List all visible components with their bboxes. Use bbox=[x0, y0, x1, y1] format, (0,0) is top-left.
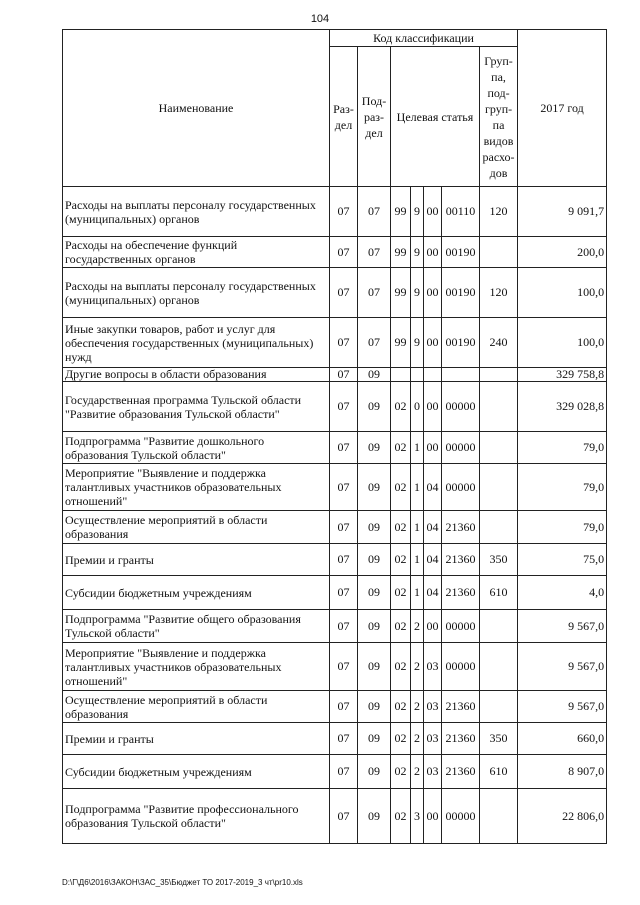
row-amount: 79,0 bbox=[518, 464, 607, 511]
row-cs3: 00 bbox=[424, 237, 442, 268]
row-pr: 09 bbox=[358, 576, 391, 610]
row-cs3: 04 bbox=[424, 511, 442, 544]
row-pr: 09 bbox=[358, 464, 391, 511]
row-pr: 07 bbox=[358, 187, 391, 237]
row-cs1: 99 bbox=[391, 187, 411, 237]
row-pr: 07 bbox=[358, 268, 391, 318]
row-amount: 100,0 bbox=[518, 268, 607, 318]
row-cs4: 00110 bbox=[442, 187, 480, 237]
row-cs1: 02 bbox=[391, 382, 411, 432]
row-rz: 07 bbox=[330, 789, 358, 844]
row-pr: 09 bbox=[358, 432, 391, 464]
row-cs2 bbox=[411, 368, 424, 382]
row-cs4: 21360 bbox=[442, 511, 480, 544]
row-rz: 07 bbox=[330, 755, 358, 789]
table-row bbox=[63, 723, 607, 755]
row-vr bbox=[480, 432, 518, 464]
table-body bbox=[63, 187, 607, 844]
row-name: Осуществление мероприятий в области образования bbox=[63, 511, 330, 544]
budget-table bbox=[62, 29, 607, 844]
row-cs4 bbox=[442, 368, 480, 382]
row-amount: 22 806,0 bbox=[518, 789, 607, 844]
row-name: Подпрограмма "Развитие общего образования Тульской области" bbox=[63, 610, 330, 643]
row-name: Премии и гранты bbox=[63, 723, 330, 755]
table-row bbox=[63, 237, 607, 268]
row-cs3: 00 bbox=[424, 318, 442, 368]
row-rz: 07 bbox=[330, 544, 358, 576]
table-row bbox=[63, 464, 607, 511]
header-group: Груп- па, под- груп- па видов расхо- дов bbox=[480, 47, 518, 187]
row-vr: 240 bbox=[480, 318, 518, 368]
row-vr: 350 bbox=[480, 723, 518, 755]
row-cs4: 00000 bbox=[442, 464, 480, 511]
row-cs3 bbox=[424, 368, 442, 382]
row-pr: 09 bbox=[358, 755, 391, 789]
row-amount: 329 758,8 bbox=[518, 368, 607, 382]
row-cs2: 1 bbox=[411, 511, 424, 544]
row-cs3: 04 bbox=[424, 464, 442, 511]
row-vr: 610 bbox=[480, 755, 518, 789]
row-amount: 329 028,8 bbox=[518, 382, 607, 432]
page-number: 104 bbox=[310, 13, 330, 25]
row-vr bbox=[480, 691, 518, 723]
row-cs1: 99 bbox=[391, 237, 411, 268]
row-cs2: 2 bbox=[411, 755, 424, 789]
row-pr: 09 bbox=[358, 691, 391, 723]
table-row bbox=[63, 187, 607, 237]
table-row bbox=[63, 610, 607, 643]
row-amount: 660,0 bbox=[518, 723, 607, 755]
row-amount: 9 567,0 bbox=[518, 643, 607, 691]
row-cs3: 03 bbox=[424, 643, 442, 691]
row-cs1: 02 bbox=[391, 432, 411, 464]
row-cs1: 02 bbox=[391, 723, 411, 755]
row-name: Субсидии бюджетным учреждениям bbox=[63, 755, 330, 789]
row-rz: 07 bbox=[330, 237, 358, 268]
row-vr: 350 bbox=[480, 544, 518, 576]
table-row bbox=[63, 755, 607, 789]
row-name: Расходы на выплаты персоналу государственных (муниципальных) органов bbox=[63, 268, 330, 318]
row-amount: 8 907,0 bbox=[518, 755, 607, 789]
row-cs1: 02 bbox=[391, 511, 411, 544]
row-rz: 07 bbox=[330, 511, 358, 544]
row-cs3: 03 bbox=[424, 691, 442, 723]
row-cs2: 2 bbox=[411, 643, 424, 691]
table-row bbox=[63, 318, 607, 368]
table-row bbox=[63, 432, 607, 464]
row-cs1 bbox=[391, 368, 411, 382]
row-vr bbox=[480, 789, 518, 844]
row-cs4: 00000 bbox=[442, 382, 480, 432]
row-cs4: 21360 bbox=[442, 576, 480, 610]
row-pr: 09 bbox=[358, 544, 391, 576]
row-cs3: 00 bbox=[424, 610, 442, 643]
row-pr: 09 bbox=[358, 382, 391, 432]
row-cs2: 1 bbox=[411, 544, 424, 576]
row-cs2: 1 bbox=[411, 432, 424, 464]
header-year: 2017 год bbox=[518, 30, 607, 187]
row-pr: 09 bbox=[358, 643, 391, 691]
row-cs3: 00 bbox=[424, 187, 442, 237]
row-amount: 9 567,0 bbox=[518, 691, 607, 723]
row-vr bbox=[480, 368, 518, 382]
header-target: Целевая статья bbox=[391, 47, 480, 187]
row-name: Расходы на выплаты персоналу государственных (муниципальных) органов bbox=[63, 187, 330, 237]
row-cs2: 2 bbox=[411, 610, 424, 643]
row-vr: 610 bbox=[480, 576, 518, 610]
row-cs4: 21360 bbox=[442, 691, 480, 723]
row-rz: 07 bbox=[330, 268, 358, 318]
row-vr: 120 bbox=[480, 187, 518, 237]
table-row bbox=[63, 544, 607, 576]
row-amount: 9 567,0 bbox=[518, 610, 607, 643]
table-row bbox=[63, 382, 607, 432]
row-name: Иные закупки товаров, работ и услуг для обеспечения государственных (муниципальных) нужд bbox=[63, 318, 330, 368]
row-cs4: 00190 bbox=[442, 237, 480, 268]
row-vr bbox=[480, 382, 518, 432]
row-name: Премии и гранты bbox=[63, 544, 330, 576]
row-cs4: 00190 bbox=[442, 268, 480, 318]
row-amount: 4,0 bbox=[518, 576, 607, 610]
row-cs1: 99 bbox=[391, 318, 411, 368]
row-cs2: 2 bbox=[411, 723, 424, 755]
row-name: Государственная программа Тульской области "Развитие образования Тульской области" bbox=[63, 382, 330, 432]
row-rz: 07 bbox=[330, 723, 358, 755]
row-vr bbox=[480, 610, 518, 643]
row-cs4: 00000 bbox=[442, 610, 480, 643]
row-name: Подпрограмма "Развитие дошкольного образования Тульской области" bbox=[63, 432, 330, 464]
table-row bbox=[63, 368, 607, 382]
row-amount: 75,0 bbox=[518, 544, 607, 576]
row-rz: 07 bbox=[330, 576, 358, 610]
row-rz: 07 bbox=[330, 432, 358, 464]
row-pr: 09 bbox=[358, 610, 391, 643]
row-cs2: 1 bbox=[411, 576, 424, 610]
row-pr: 09 bbox=[358, 723, 391, 755]
row-name: Мероприятие "Выявление и поддержка талантливых участников образовательных отношений" bbox=[63, 464, 330, 511]
row-cs1: 02 bbox=[391, 789, 411, 844]
row-amount: 79,0 bbox=[518, 432, 607, 464]
table-row bbox=[63, 576, 607, 610]
table-row bbox=[63, 511, 607, 544]
row-cs4: 00190 bbox=[442, 318, 480, 368]
row-cs2: 9 bbox=[411, 268, 424, 318]
row-cs4: 00000 bbox=[442, 789, 480, 844]
row-cs4: 21360 bbox=[442, 723, 480, 755]
row-cs1: 02 bbox=[391, 576, 411, 610]
row-cs4: 00000 bbox=[442, 643, 480, 691]
row-pr: 09 bbox=[358, 789, 391, 844]
row-rz: 07 bbox=[330, 691, 358, 723]
row-amount: 100,0 bbox=[518, 318, 607, 368]
row-cs3: 00 bbox=[424, 382, 442, 432]
table-row bbox=[63, 268, 607, 318]
row-pr: 09 bbox=[358, 368, 391, 382]
row-pr: 07 bbox=[358, 237, 391, 268]
row-name: Мероприятие "Выявление и поддержка талантливых участников образовательных отношений" bbox=[63, 643, 330, 691]
table-row bbox=[63, 691, 607, 723]
row-cs1: 02 bbox=[391, 643, 411, 691]
row-pr: 09 bbox=[358, 511, 391, 544]
row-cs1: 99 bbox=[391, 268, 411, 318]
row-cs1: 02 bbox=[391, 755, 411, 789]
row-rz: 07 bbox=[330, 382, 358, 432]
row-name: Субсидии бюджетным учреждениям bbox=[63, 576, 330, 610]
row-cs2: 9 bbox=[411, 237, 424, 268]
row-pr: 07 bbox=[358, 318, 391, 368]
row-cs1: 02 bbox=[391, 544, 411, 576]
header-subsection: Под- раз- дел bbox=[358, 47, 391, 187]
row-amount: 9 091,7 bbox=[518, 187, 607, 237]
row-cs2: 3 bbox=[411, 789, 424, 844]
row-rz: 07 bbox=[330, 643, 358, 691]
row-cs3: 04 bbox=[424, 544, 442, 576]
header-code: Код классификации bbox=[330, 30, 518, 47]
row-rz: 07 bbox=[330, 187, 358, 237]
row-cs3: 00 bbox=[424, 432, 442, 464]
row-rz: 07 bbox=[330, 610, 358, 643]
row-cs3: 00 bbox=[424, 789, 442, 844]
row-rz: 07 bbox=[330, 318, 358, 368]
row-name: Осуществление мероприятий в области образования bbox=[63, 691, 330, 723]
row-cs3: 03 bbox=[424, 755, 442, 789]
row-cs3: 04 bbox=[424, 576, 442, 610]
row-cs2: 0 bbox=[411, 382, 424, 432]
row-cs1: 02 bbox=[391, 464, 411, 511]
table-row bbox=[63, 789, 607, 844]
row-cs4: 21360 bbox=[442, 755, 480, 789]
row-rz: 07 bbox=[330, 368, 358, 382]
row-cs3: 03 bbox=[424, 723, 442, 755]
file-path-footer: D:\Г\Д6\2016\ЗАКОН\ЗАС_35\Бюджет ТО 2017-2019_3 чт\pr10.xls bbox=[62, 878, 303, 887]
row-vr bbox=[480, 237, 518, 268]
row-cs2: 1 bbox=[411, 464, 424, 511]
row-cs1: 02 bbox=[391, 691, 411, 723]
row-cs1: 02 bbox=[391, 610, 411, 643]
header-section: Раз- дел bbox=[330, 47, 358, 187]
header-name: Наименование bbox=[63, 30, 330, 187]
row-amount: 200,0 bbox=[518, 237, 607, 268]
row-vr bbox=[480, 511, 518, 544]
row-cs4: 00000 bbox=[442, 432, 480, 464]
row-vr: 120 bbox=[480, 268, 518, 318]
row-rz: 07 bbox=[330, 464, 358, 511]
row-vr bbox=[480, 464, 518, 511]
row-name: Другие вопросы в области образования bbox=[63, 368, 330, 382]
row-vr bbox=[480, 643, 518, 691]
row-cs2: 9 bbox=[411, 187, 424, 237]
row-amount: 79,0 bbox=[518, 511, 607, 544]
row-cs2: 9 bbox=[411, 318, 424, 368]
row-cs4: 21360 bbox=[442, 544, 480, 576]
row-cs3: 00 bbox=[424, 268, 442, 318]
table-row bbox=[63, 643, 607, 691]
row-name: Расходы на обеспечение функций государственных органов bbox=[63, 237, 330, 268]
row-cs2: 2 bbox=[411, 691, 424, 723]
row-name: Подпрограмма "Развитие профессионального образования Тульской области" bbox=[63, 789, 330, 844]
